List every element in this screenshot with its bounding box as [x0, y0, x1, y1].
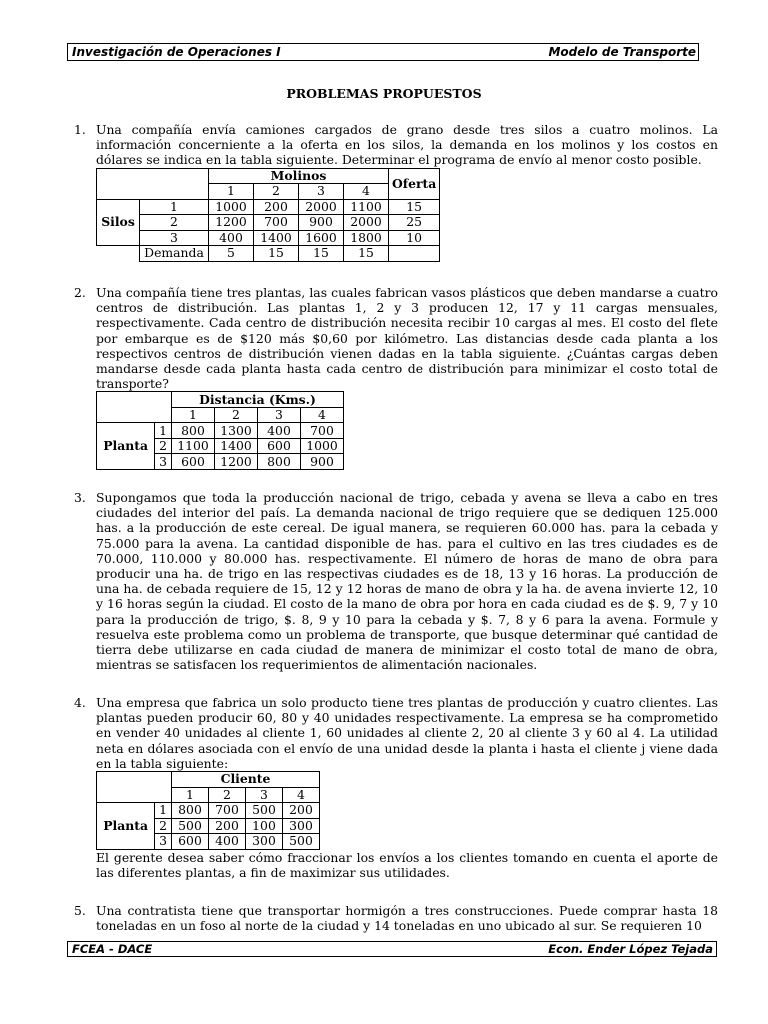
cell: 1300: [215, 423, 258, 439]
demand-cell: 15: [299, 246, 344, 262]
col-header: 4: [344, 184, 389, 200]
table-group-header: Cliente: [172, 772, 320, 788]
cell: 1400: [254, 230, 299, 246]
demand-label: Demanda: [140, 246, 209, 262]
demand-cell: 5: [209, 246, 254, 262]
row-label: 3: [140, 230, 209, 246]
cell: 1100: [172, 438, 215, 454]
page-title: PROBLEMAS PROPUESTOS: [286, 86, 482, 101]
page-footer: [67, 941, 717, 957]
cell: 1100: [344, 199, 389, 215]
col-header: 1: [172, 787, 209, 803]
col-header: 2: [209, 787, 246, 803]
demand-empty: [389, 246, 440, 262]
cell: 1400: [215, 438, 258, 454]
cell: 300: [246, 834, 283, 850]
cell: 400: [209, 230, 254, 246]
cell: 400: [209, 834, 246, 850]
demand-cell: 15: [254, 246, 299, 262]
header-course: Investigación de Operaciones I: [72, 45, 281, 59]
col-header: 1: [209, 184, 254, 200]
cell: 1000: [301, 438, 344, 454]
table-group-header: Distancia (Kms.): [172, 392, 344, 408]
cell: 600: [172, 834, 209, 850]
demand-cell: 15: [344, 246, 389, 262]
row-group-label: Silos: [97, 199, 140, 246]
row-label: 1: [140, 199, 209, 215]
cell: 800: [258, 454, 301, 470]
cell: 200: [209, 818, 246, 834]
cell: 300: [283, 818, 320, 834]
table-corner: [97, 392, 172, 423]
col-header: 2: [215, 407, 258, 423]
supply-cell: 15: [389, 199, 440, 215]
cell: 1200: [209, 215, 254, 231]
problem-number: 4.: [74, 695, 86, 710]
supply-cell: 25: [389, 215, 440, 231]
row-label: 3: [155, 454, 172, 470]
cell: 400: [258, 423, 301, 439]
cell: 500: [246, 803, 283, 819]
cell: 2000: [299, 199, 344, 215]
cell: 900: [301, 454, 344, 470]
cell: 1600: [299, 230, 344, 246]
distance-table: [96, 391, 344, 470]
problem-text: Supongamos que toda la producción nacional de trigo, cebada y avena se lleva a cabo en tres ciudades del interior del país. La demanda nacional de trigo requiere que se dediquen 125.000 has. a la producción de este cereal. De igual manera, se requieren 60.000 has. para la cebada y 75.000 para la avena. La cantidad disponible de has. para el cultivo en las tres ciudades es de 70.000, 110.000 y 80.000 has. respectivamente. El número de horas de mano de obra para producir una ha. de trigo en las respectivas ciudades es de 18, 13 y 16 horas. La producción de una ha. de cebada requiere de 15, 12 y 12 horas de mano de obra y la ha. de avena invierte 12, 10 y 16 horas según la ciudad. El costo de la mano de obra por hora en cada ciudad es de $. 9, 7 y 10 para la producción de trigo, $. 8, 9 y 10 para la cebada y $. 7, 8 y 6 para la avena. Formule y resuelva este problema como un problema de transporte, que busque determinar qué cantidad de tierra debe utilizarse en cada ciudad de manera de minimizar el costo total de mano de obra, mientras se satisfacen los requerimientos de alimentación nacionales.: [96, 490, 718, 673]
row-label: 2: [155, 818, 172, 834]
col-header: 1: [172, 407, 215, 423]
cell: 500: [172, 818, 209, 834]
supply-cell: 10: [389, 230, 440, 246]
table-group-header: Molinos: [209, 168, 389, 184]
problem-4: [74, 695, 718, 880]
row-label: 1: [155, 423, 172, 439]
cell: 800: [172, 423, 215, 439]
page-header: [67, 43, 699, 61]
cell: 700: [254, 215, 299, 231]
problem-2: [74, 285, 718, 470]
problem-text: Una compañía envía camiones cargados de grano desde tres silos a cuatro molinos. La información concerniente a la oferta en los silos, la demanda en los molinos y los costos en dólares se indica en la tabla siguiente. Determinar el programa de envío al menor costo posible.: [96, 122, 718, 168]
problem-followup-text: El gerente desea saber cómo fraccionar los envíos a los clientes tomando en cuenta el aporte de las diferentes plantas, a fin de maximizar sus utilidades.: [96, 849, 718, 880]
table-corner: [97, 168, 209, 199]
row-label: 1: [155, 803, 172, 819]
cell: 700: [301, 423, 344, 439]
table-corner: [97, 772, 172, 803]
problem-1: [74, 122, 718, 262]
problem-text: Una compañía tiene tres plantas, las cuales fabrican vasos plásticos que deben mandarse a cuatro centros de distribución. Las plantas 1, 2 y 3 producen 12, 17 y 11 cargas mensuales, respectivamente. Cada centro de distribución necesita recibir 10 cargas al mes. El costo del flete por embarque es de $120 más $0,60 por kilómetro. Las distancias desde cada planta a los respectivos centros de distribución vienen dadas en la tabla siguiente. ¿Cuántas cargas deben mandarse desde cada planta hasta cada centro de distribución para minimizar el costo total de transporte?: [96, 285, 718, 392]
cell: 800: [172, 803, 209, 819]
footer-department: FCEA - DACE: [72, 942, 153, 956]
header-topic: Modelo de Transporte: [548, 45, 696, 59]
problem-3: [74, 490, 718, 672]
cost-table-silos: [96, 168, 440, 262]
cell: 600: [172, 454, 215, 470]
problem-number: 3.: [74, 490, 86, 505]
problem-text: Una contratista tiene que transportar hormigón a tres construcciones. Puede comprar hasta 18 toneladas en un foso al norte de la ciudad y 14 toneladas en uno ubicado al sur. Se requieren 10: [96, 903, 718, 934]
cell: 900: [299, 215, 344, 231]
cell: 500: [283, 834, 320, 850]
supply-header: Oferta: [389, 168, 440, 199]
problem-number: 1.: [74, 122, 86, 137]
cell: 200: [254, 199, 299, 215]
cell: 100: [246, 818, 283, 834]
cell: 600: [258, 438, 301, 454]
footer-author: Econ. Ender López Tejada: [548, 942, 713, 956]
problem-5: [74, 903, 718, 933]
row-group-label: Planta: [97, 803, 155, 850]
col-header: 3: [258, 407, 301, 423]
table-blank: [97, 246, 140, 262]
cell: 1200: [215, 454, 258, 470]
cell: 1000: [209, 199, 254, 215]
row-label: 3: [155, 834, 172, 850]
cell: 700: [209, 803, 246, 819]
col-header: 4: [301, 407, 344, 423]
col-header: 2: [254, 184, 299, 200]
cell: 200: [283, 803, 320, 819]
problem-number: 2.: [74, 285, 86, 300]
cell: 2000: [344, 215, 389, 231]
problem-number: 5.: [74, 903, 86, 918]
col-header: 3: [299, 184, 344, 200]
problem-text: Una empresa que fabrica un solo producto tiene tres plantas de producción y cuatro clientes. Las plantas pueden producir 60, 80 y 40 unidades respectivamente. La empresa se ha comprometido en vender 40 unidades al cliente 1, 60 unidades al cliente 2, 20 al cliente 3 y 60 al 4. La utilidad neta en dólares asociada con el envío de una unidad desde la planta i hasta el cliente j viene dada en la tabla siguiente:: [96, 695, 718, 771]
row-group-label: Planta: [97, 423, 155, 470]
col-header: 3: [246, 787, 283, 803]
cell: 1800: [344, 230, 389, 246]
col-header: 4: [283, 787, 320, 803]
row-label: 2: [155, 438, 172, 454]
profit-table: [96, 771, 320, 850]
row-label: 2: [140, 215, 209, 231]
